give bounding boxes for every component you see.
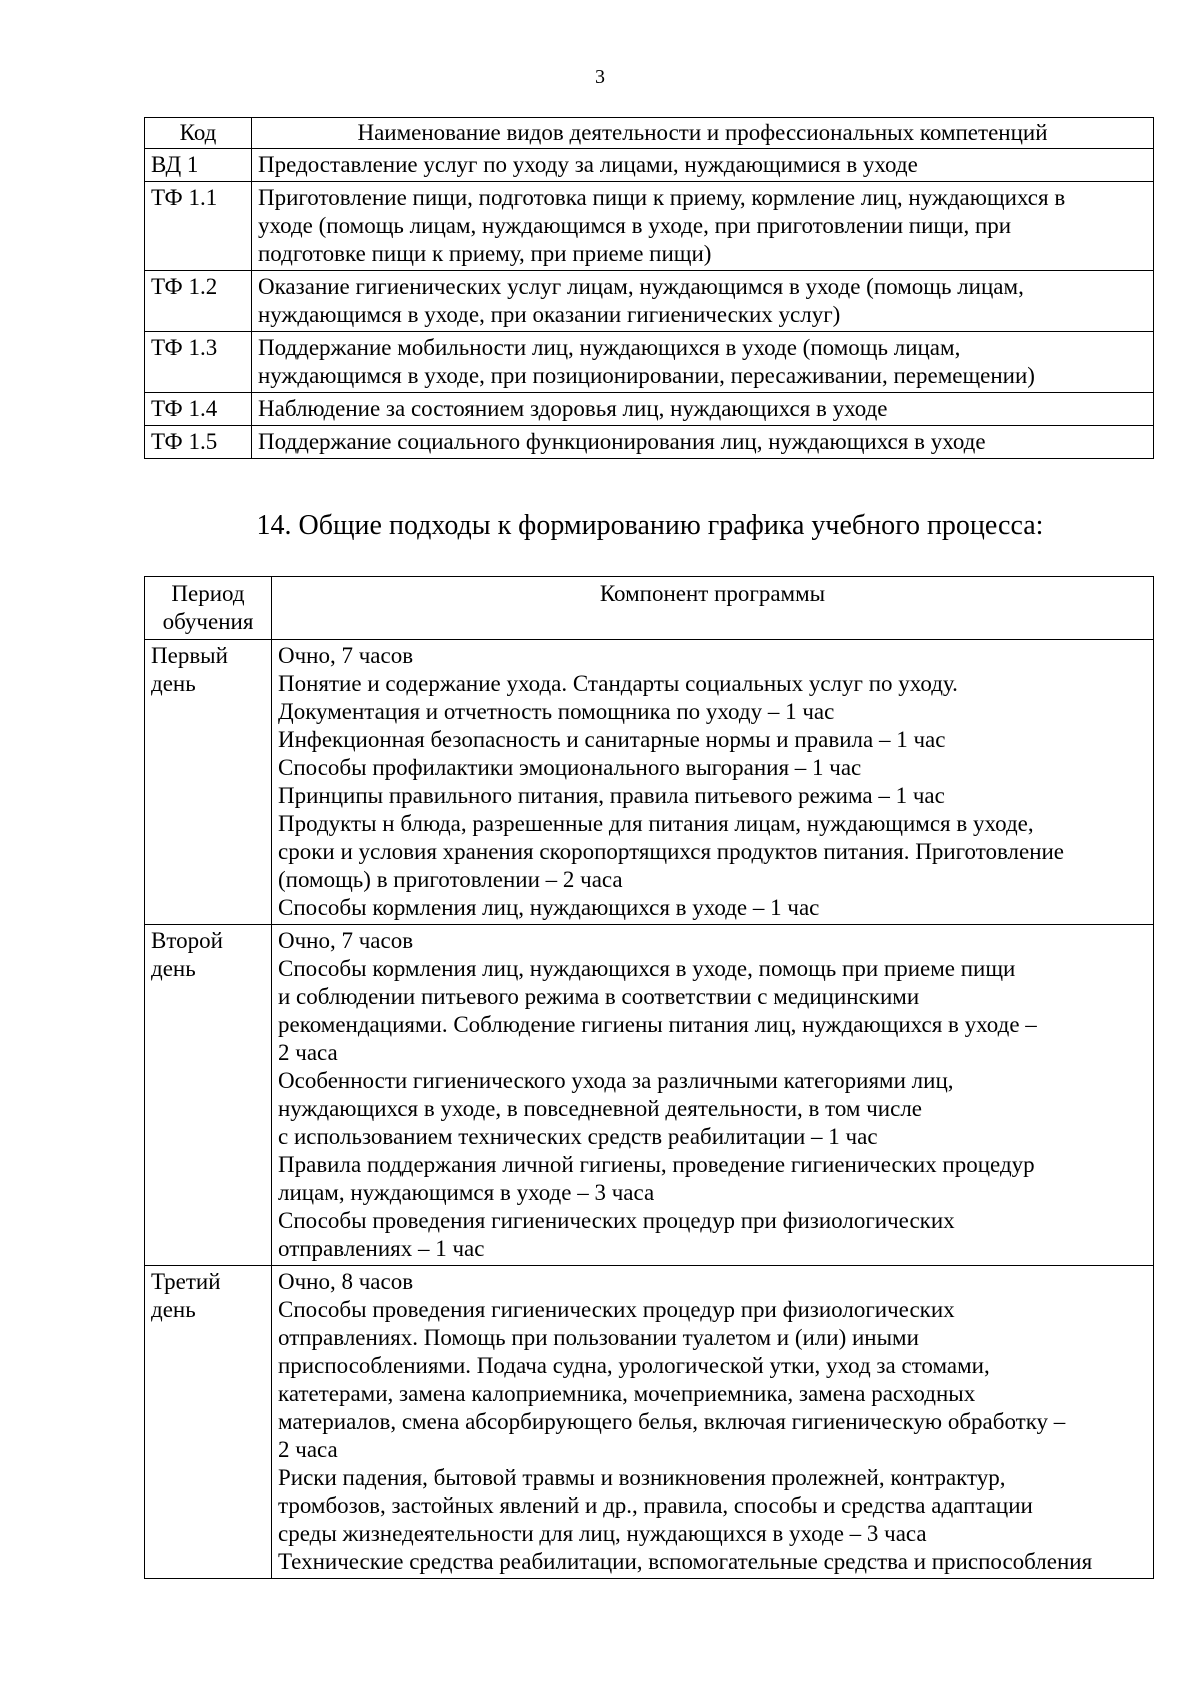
component-line: нуждающихся в уходе, в повседневной деятельности, в том числе xyxy=(278,1096,923,1121)
table-header-row xyxy=(145,118,1154,149)
period-cell xyxy=(145,640,272,925)
component-line: и соблюдении питьевого режима в соответствии с медицинскими xyxy=(278,984,920,1009)
component-line: лицам, нуждающимся в уходе – 3 часа xyxy=(278,1180,655,1205)
component-line: Понятие и содержание ухода. Стандарты социальных услуг по уходу. xyxy=(278,671,958,696)
code-cell: ТФ 1.4 xyxy=(145,393,252,426)
component-line: Технические средства реабилитации, вспомогательные средства и приспособления xyxy=(278,1549,1093,1574)
schedule-table xyxy=(144,576,1154,1579)
description-line: подготовке пищи к приему, при приеме пищи) xyxy=(258,241,712,266)
description-line: Наблюдение за состоянием здоровья лиц, нуждающихся в уходе xyxy=(258,396,888,421)
component-line: тромбозов, застойных явлений и др., правила, способы и средства адаптации xyxy=(278,1493,1033,1518)
component-line: с использованием технических средств реабилитации – 1 час xyxy=(278,1124,878,1149)
component-line: 2 часа xyxy=(278,1437,338,1462)
component-line: Способы проведения гигиенических процедур при физиологических xyxy=(278,1208,955,1233)
table-row xyxy=(145,149,1154,182)
table-row xyxy=(145,182,1154,271)
description-line: Предоставление услуг по уходу за лицами, нуждающимися в уходе xyxy=(258,152,918,177)
component-line: среды жизнедеятельности для лиц, нуждающихся в уходе – 3 часа xyxy=(278,1521,927,1546)
period-line: день xyxy=(151,671,196,696)
period-line: день xyxy=(151,1297,196,1322)
description-cell xyxy=(252,271,1154,332)
component-line: материалов, смена абсорбирующего белья, включая гигиеническую обработку – xyxy=(278,1409,1066,1434)
description-cell xyxy=(252,182,1154,271)
component-line: Продукты н блюда, разрешенные для питания лицам, нуждающимся в уходе, xyxy=(278,811,1034,836)
period-line: Второй xyxy=(151,928,223,953)
component-line: Способы профилактики эмоционального выгорания – 1 час xyxy=(278,755,862,780)
description-line: Приготовление пищи, подготовка пищи к приему, кормление лиц, нуждающихся в xyxy=(258,185,1066,210)
component-line: (помощь) в приготовлении – 2 часа xyxy=(278,867,623,892)
competencies-body xyxy=(145,149,1154,459)
component-cell xyxy=(272,1266,1154,1579)
table-row xyxy=(145,271,1154,332)
component-cell xyxy=(272,925,1154,1266)
component-line: Документация и отчетность помощника по уходу – 1 час xyxy=(278,699,835,724)
table-row xyxy=(145,332,1154,393)
component-line: отправлениях – 1 час xyxy=(278,1236,485,1261)
code-cell: ТФ 1.3 xyxy=(145,332,252,393)
section-title: 14. Общие подходы к формированию графика учебного процесса: xyxy=(256,510,1044,541)
component-line: Способы кормления лиц, нуждающихся в уходе, помощь при приеме пищи xyxy=(278,956,1016,981)
table-row xyxy=(145,393,1154,426)
component-line: приспособлениями. Подача судна, урологической утки, уход за стомами, xyxy=(278,1353,990,1378)
code-cell: ТФ 1.2 xyxy=(145,271,252,332)
header-name: Наименование видов деятельности и профессиональных компетенций xyxy=(252,118,1154,149)
description-line: уходе (помощь лицам, нуждающимся в уходе, при приготовлении пищи, при xyxy=(258,213,1012,238)
component-line: Очно, 8 часов xyxy=(278,1269,414,1294)
header-period-line: обучения xyxy=(162,609,254,634)
description-cell xyxy=(252,393,1154,426)
description-line: Поддержание мобильности лиц, нуждающихся в уходе (помощь лицам, xyxy=(258,335,961,360)
component-line: Правила поддержания личной гигиены, проведение гигиенических процедур xyxy=(278,1152,1035,1177)
table-row xyxy=(145,1266,1154,1579)
component-line: Способы проведения гигиенических процедур при физиологических xyxy=(278,1297,955,1322)
component-line: Особенности гигиенического ухода за различными категориями лиц, xyxy=(278,1068,954,1093)
period-line: Третий xyxy=(151,1269,221,1294)
table-row xyxy=(145,426,1154,459)
description-line: Оказание гигиенических услуг лицам, нуждающимся в уходе (помощь лицам, xyxy=(258,274,1024,299)
component-cell xyxy=(272,640,1154,925)
component-line: Очно, 7 часов xyxy=(278,928,414,953)
component-line: Очно, 7 часов xyxy=(278,643,414,668)
component-line: Принципы правильного питания, правила питьевого режима – 1 час xyxy=(278,783,945,808)
code-cell: ТФ 1.1 xyxy=(145,182,252,271)
period-line: Первый xyxy=(151,643,228,668)
component-line: Риски падения, бытовой травмы и возникновения пролежней, контрактур, xyxy=(278,1465,1006,1490)
component-line: Инфекционная безопасность и санитарные нормы и правила – 1 час xyxy=(278,727,946,752)
header-component xyxy=(272,577,1154,640)
table-header-row xyxy=(145,577,1154,640)
component-line: Способы кормления лиц, нуждающихся в уходе – 1 час xyxy=(278,895,820,920)
component-line: сроки и условия хранения скоропортящихся продуктов питания. Приготовление xyxy=(278,839,1065,864)
description-line: нуждающимся в уходе, при позиционировании, пересаживании, перемещении) xyxy=(258,363,1035,388)
code-cell: ВД 1 xyxy=(145,149,252,182)
code-cell: ТФ 1.5 xyxy=(145,426,252,459)
table-row xyxy=(145,925,1154,1266)
description-line: нуждающимся в уходе, при оказании гигиенических услуг) xyxy=(258,302,841,327)
header-period xyxy=(145,577,272,640)
component-line: рекомендациями. Соблюдение гигиены питания лиц, нуждающихся в уходе – xyxy=(278,1012,1037,1037)
header-component-line: Компонент программы xyxy=(599,581,826,606)
period-cell xyxy=(145,1266,272,1579)
component-line: отправлениях. Помощь при пользовании туалетом и (или) иными xyxy=(278,1325,919,1350)
header-period-line: Период xyxy=(171,581,245,606)
page-number: 3 xyxy=(595,66,605,88)
description-line: Поддержание социального функционирования лиц, нуждающихся в уходе xyxy=(258,429,986,454)
period-cell xyxy=(145,925,272,1266)
period-line: день xyxy=(151,956,196,981)
component-line: 2 часа xyxy=(278,1040,338,1065)
description-cell xyxy=(252,332,1154,393)
component-line: катетерами, замена калоприемника, мочеприемника, замена расходных xyxy=(278,1381,976,1406)
table-row xyxy=(145,640,1154,925)
competencies-table xyxy=(144,117,1154,459)
schedule-body xyxy=(145,640,1154,1579)
description-cell xyxy=(252,426,1154,459)
header-code: Код xyxy=(145,118,252,149)
description-cell xyxy=(252,149,1154,182)
